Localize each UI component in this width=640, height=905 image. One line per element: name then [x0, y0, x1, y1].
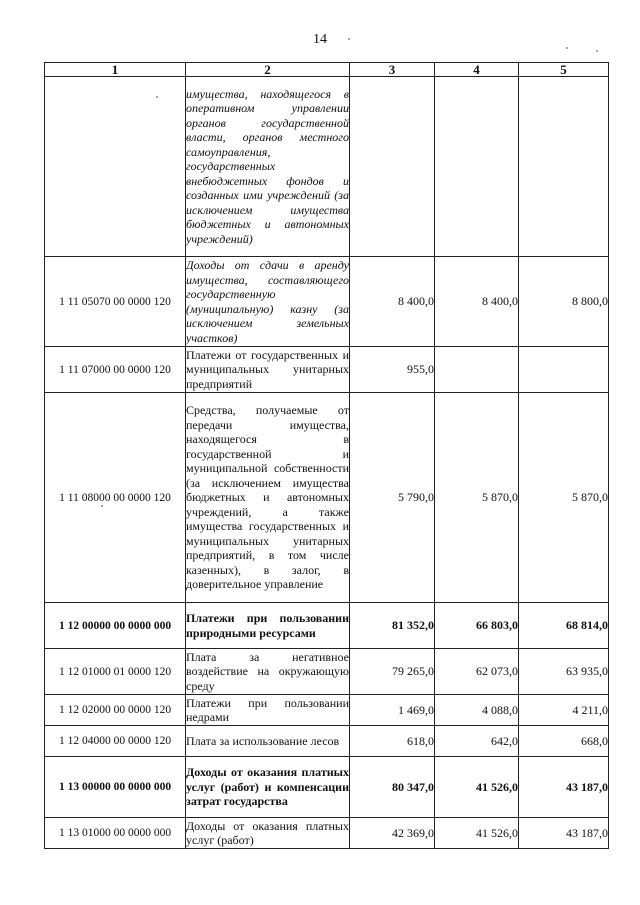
revenue-name-cell: Средства, получаемые от передачи имущества, находящегося в государственной и муниципальной собственности (за исключением имущества бюджетных и автономных учреждений, а также имущества государственных и муниципальных унитарных предприятий, в том числе казенных), в залог, в доверительное управление [186, 393, 350, 603]
budget-code-cell: 1 11 08000 00 0000 120 [45, 393, 186, 603]
revenue-name-cell: Платежи от государственных и муниципальных унитарных предприятий [186, 347, 349, 391]
value-col3-cell: 618,0 [350, 726, 435, 757]
value-col4-cell: 66 803,0 [435, 603, 519, 649]
table-row [45, 649, 609, 695]
scan-speck [566, 47, 568, 49]
value-col5-cell: 43 187,0 [519, 757, 609, 818]
table-header-row [45, 63, 609, 77]
scan-speck [156, 96, 158, 98]
value-col5-cell: 4 211,0 [519, 695, 609, 726]
budget-code-cell: 1 12 00000 00 0000 000 [45, 603, 186, 649]
table-row [45, 818, 609, 849]
column-header-1: 1 [45, 63, 186, 77]
budget-code-cell: 1 11 07000 00 0000 120 [45, 347, 186, 393]
value-col3-cell: 8 400,0 [350, 257, 435, 347]
revenue-name-cell: Плата за негативное воздействие на окружающую среду [186, 649, 349, 693]
value-col4-cell: 41 526,0 [435, 818, 519, 849]
column-header-2: 2 [186, 63, 350, 77]
table-row [45, 393, 609, 603]
column-header-3: 3 [350, 63, 435, 77]
table-row [45, 726, 609, 757]
value-col3-cell: 79 265,0 [350, 649, 435, 695]
budget-code-cell: 1 12 04000 00 0000 120 [45, 726, 186, 757]
value-col3-cell [350, 77, 435, 257]
value-col5-cell: 63 935,0 [519, 649, 609, 695]
revenue-name-cell: Плата за использование лесов [186, 726, 350, 757]
value-col3-cell: 1 469,0 [350, 695, 435, 726]
budget-code-cell [45, 77, 186, 257]
scan-speck [101, 505, 103, 507]
value-col5-cell: 5 870,0 [519, 393, 609, 603]
page-number: 14 [313, 32, 327, 47]
value-col4-cell: 4 088,0 [435, 695, 519, 726]
table-row [45, 347, 609, 393]
table-row [45, 695, 609, 726]
scan-speck [348, 38, 350, 40]
budget-revenue-table [44, 62, 609, 849]
value-col3-cell: 5 790,0 [350, 393, 435, 603]
table-row [45, 77, 609, 257]
value-col5-cell: 8 800,0 [519, 257, 609, 347]
scan-speck [596, 50, 598, 52]
budget-code-cell: 1 13 01000 00 0000 000 [45, 818, 186, 849]
value-col3-cell: 81 352,0 [350, 603, 435, 649]
revenue-name-cell: Доходы от сдачи в аренду имущества, составляющего государственную (муниципальную) казну (за исключением земельных участков) [186, 258, 349, 345]
value-col5-cell [519, 347, 609, 393]
value-col4-cell: 642,0 [435, 726, 519, 757]
table-row [45, 603, 609, 649]
budget-code-cell: 1 13 00000 00 0000 000 [45, 757, 186, 818]
revenue-name-cell: Платежи при пользовании недрами [186, 695, 349, 724]
revenue-name-cell: Доходы от оказания платных услуг (работ) и компенсации затрат государства [186, 757, 350, 818]
value-col4-cell: 62 073,0 [435, 649, 519, 695]
value-col5-cell [519, 77, 609, 257]
value-col3-cell: 42 369,0 [350, 818, 435, 849]
value-col4-cell [435, 77, 519, 257]
value-col4-cell: 8 400,0 [435, 257, 519, 347]
revenue-name-cell: Доходы от оказания платных услуг (работ) [186, 818, 349, 847]
budget-code-cell: 1 12 02000 00 0000 120 [45, 695, 186, 726]
column-header-5: 5 [519, 63, 609, 77]
value-col3-cell: 80 347,0 [350, 757, 435, 818]
table-row [45, 257, 609, 347]
value-col5-cell: 68 814,0 [519, 603, 609, 649]
budget-code-cell: 1 12 01000 01 0000 120 [45, 649, 186, 695]
revenue-name-cell: Платежи при пользовании природными ресурсами [186, 603, 350, 649]
value-col4-cell: 41 526,0 [435, 757, 519, 818]
column-header-4: 4 [435, 63, 519, 77]
value-col5-cell: 668,0 [519, 726, 609, 757]
revenue-name-cell: имущества, находящегося в оперативном управлении органов государственной власти, органов местного самоуправления, государственных внебюджетных фондов и созданных ими учреждений (за исключением имущества бюджетных и автономных учреждений) [186, 77, 350, 257]
budget-code-cell: 1 11 05070 00 0000 120 [45, 257, 186, 347]
value-col4-cell [435, 347, 519, 393]
table-row [45, 757, 609, 818]
value-col3-cell: 955,0 [350, 347, 435, 393]
value-col4-cell: 5 870,0 [435, 393, 519, 603]
value-col5-cell: 43 187,0 [519, 818, 609, 849]
